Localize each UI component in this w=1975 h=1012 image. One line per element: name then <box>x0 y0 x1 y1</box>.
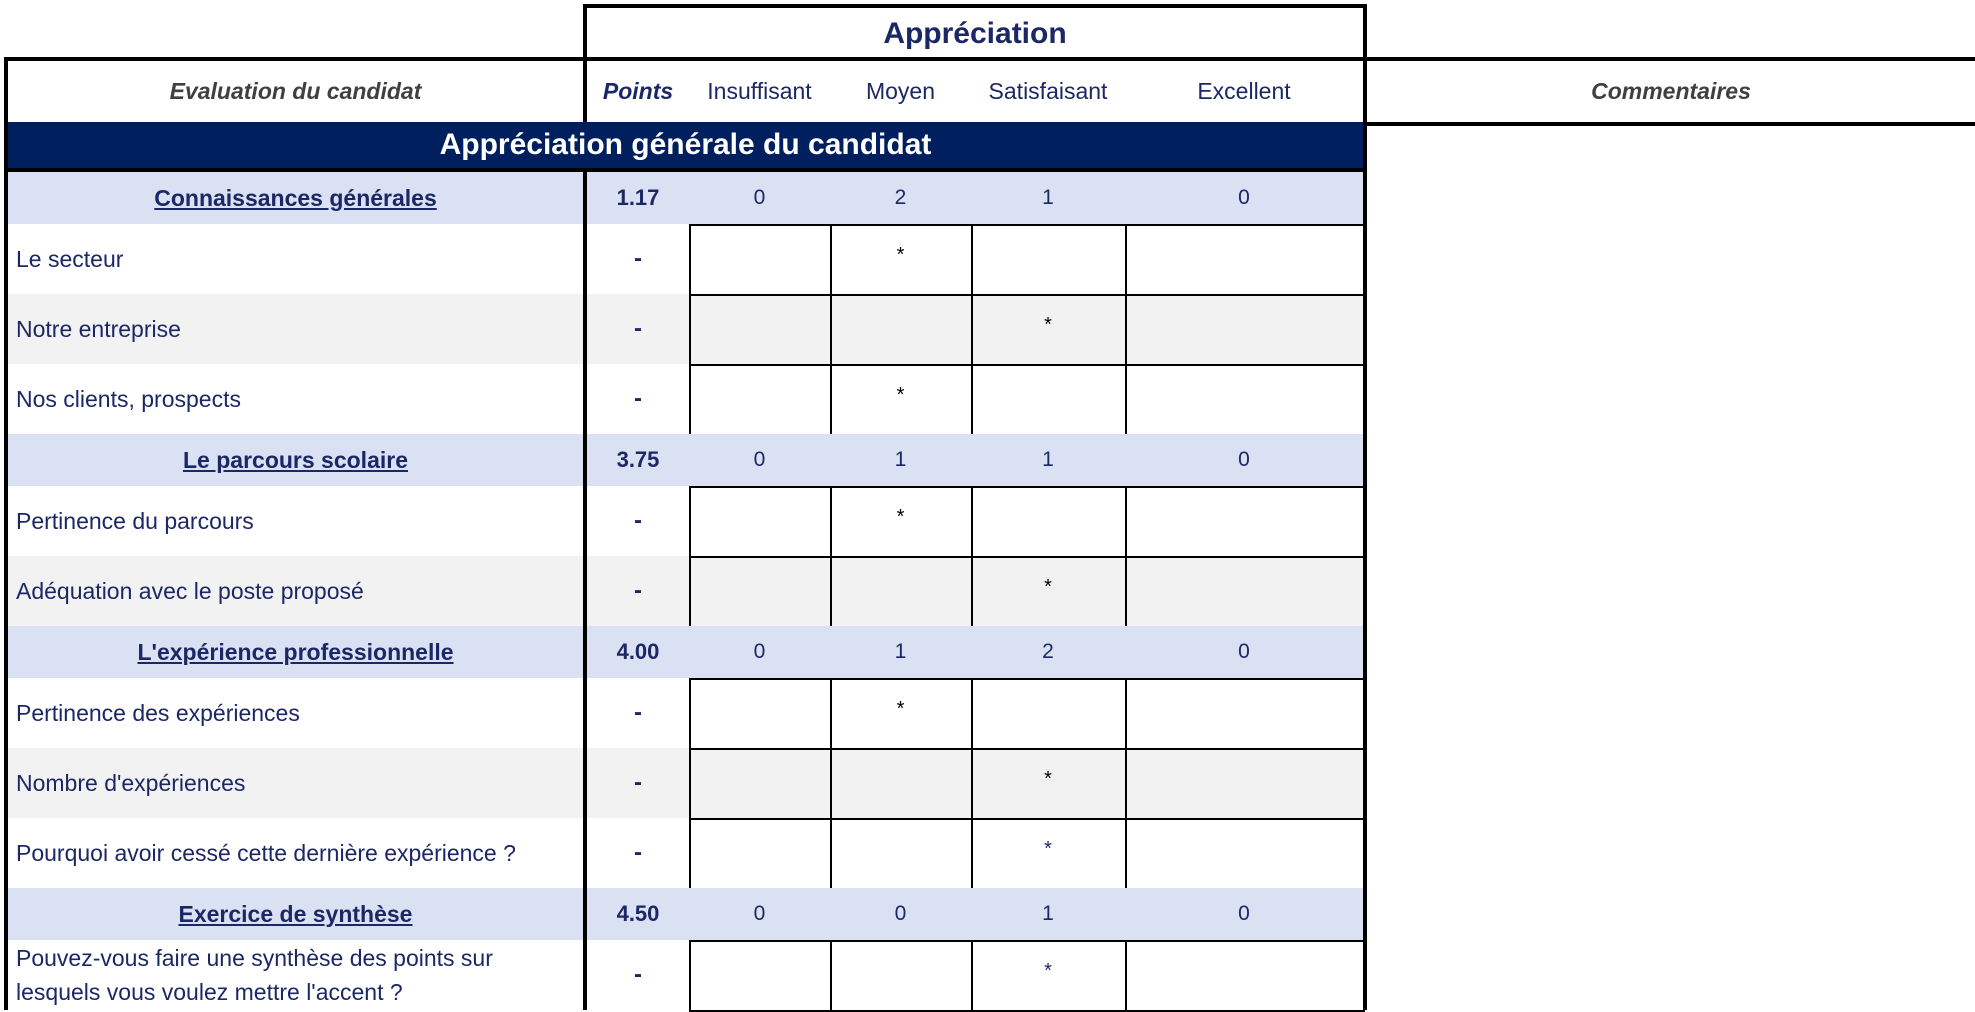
band-title: Appréciation générale du candidat <box>439 128 932 161</box>
criterion-points: - <box>634 839 642 866</box>
criterion-label: Nos clients, prospects <box>16 385 241 412</box>
rating-cell[interactable] <box>689 294 832 366</box>
rating-mark: * <box>896 243 905 266</box>
rating-mark: * <box>896 505 905 528</box>
criterion-label: Nombre d'expériences <box>16 769 246 796</box>
rating-mark: * <box>896 697 905 720</box>
appreciation-header <box>583 4 1367 60</box>
rating-cell[interactable] <box>830 940 973 1012</box>
section-points: 4.50 <box>616 901 660 926</box>
section-label: L'expérience professionnelle <box>137 638 454 665</box>
rating-cell[interactable] <box>689 224 832 296</box>
rating-cell[interactable] <box>689 818 832 890</box>
section-count: 1 <box>1042 448 1054 471</box>
header-commentaires: Commentaires <box>1591 78 1751 104</box>
section-count: 0 <box>1238 448 1250 471</box>
criterion-points: - <box>634 507 642 534</box>
rating-cell[interactable] <box>830 818 973 890</box>
points-left-border <box>583 172 587 1010</box>
rating-cell[interactable] <box>971 486 1127 558</box>
criterion-points: - <box>634 315 642 342</box>
rating-cell[interactable] <box>1125 678 1365 750</box>
criterion-points: - <box>634 699 642 726</box>
criterion-points: - <box>634 577 642 604</box>
appreciation-title: Appréciation <box>883 17 1067 50</box>
general-appreciation-band <box>4 122 1367 172</box>
header-moyen: Moyen <box>865 78 936 104</box>
rating-cell[interactable] <box>689 748 832 820</box>
criterion-points: - <box>634 245 642 272</box>
criterion-label: Notre entreprise <box>16 315 181 342</box>
section-count: 0 <box>1238 640 1250 663</box>
rating-cell[interactable] <box>1125 748 1365 820</box>
rating-mark: * <box>1044 313 1052 336</box>
criterion-label: Pouvez-vous faire une synthèse des points sur lesquels vous voulez mettre l'accent ? <box>16 945 493 1005</box>
header-insuffisant: Insuffisant <box>707 78 812 104</box>
left-border <box>4 172 8 1010</box>
section-count: 0 <box>753 640 766 663</box>
rating-cell[interactable] <box>1125 556 1365 628</box>
section-count: 0 <box>753 902 766 925</box>
header-evaluation: Evaluation du candidat <box>169 78 422 104</box>
header-points: Points <box>602 78 674 104</box>
rating-mark: * <box>1044 575 1052 598</box>
rating-cell[interactable] <box>971 224 1127 296</box>
section-points: 4.00 <box>616 639 660 664</box>
criterion-points: - <box>634 769 642 796</box>
rating-cell[interactable] <box>1125 224 1365 296</box>
criterion-points: - <box>634 961 642 988</box>
section-label: Connaissances générales <box>154 184 437 211</box>
rating-cell[interactable] <box>689 486 832 558</box>
rating-cell[interactable] <box>830 556 973 628</box>
rating-cell[interactable] <box>689 678 832 750</box>
criterion-label: Adéquation avec le poste proposé <box>16 577 364 604</box>
rating-mark: * <box>1044 959 1052 982</box>
header-satisfaisant: Satisfaisant <box>988 78 1108 104</box>
section-count: 0 <box>1238 186 1250 209</box>
rating-mark: * <box>896 383 905 406</box>
rating-cell[interactable] <box>971 678 1127 750</box>
rating-cell[interactable] <box>1125 818 1365 890</box>
section-count: 0 <box>1238 902 1250 925</box>
criterion-points: - <box>634 385 642 412</box>
criterion-label: Pertinence du parcours <box>16 507 254 534</box>
rating-cell[interactable] <box>689 556 832 628</box>
rating-cell[interactable] <box>830 748 973 820</box>
section-points: 1.17 <box>616 185 660 210</box>
section-label: Le parcours scolaire <box>183 446 408 473</box>
section-count: 1 <box>1042 902 1054 925</box>
criterion-label: Pertinence des expériences <box>16 699 300 726</box>
rating-cell[interactable] <box>830 294 973 366</box>
section-count: 0 <box>894 902 907 925</box>
section-count: 1 <box>894 448 907 471</box>
criterion-label: Le secteur <box>16 245 124 272</box>
rating-mark: * <box>1044 767 1052 790</box>
section-count: 1 <box>1042 186 1054 209</box>
rating-cell[interactable] <box>1125 486 1365 558</box>
criterion-label: Pourquoi avoir cessé cette dernière expérience ? <box>16 839 516 866</box>
rating-cell[interactable] <box>1125 940 1365 1012</box>
rating-mark: * <box>1044 837 1052 860</box>
section-points: 3.75 <box>616 447 660 472</box>
section-count: 2 <box>894 186 907 209</box>
rating-cell[interactable] <box>689 940 832 1012</box>
section-label: Exercice de synthèse <box>178 900 413 927</box>
header-excellent: Excellent <box>1197 78 1291 104</box>
section-count: 0 <box>753 186 766 209</box>
rating-cell[interactable] <box>689 364 832 436</box>
section-count: 2 <box>1042 640 1054 663</box>
rating-cell[interactable] <box>971 364 1127 436</box>
rating-cell[interactable] <box>1125 294 1365 366</box>
rating-cell[interactable] <box>1125 364 1365 436</box>
section-count: 1 <box>894 640 907 663</box>
section-count: 0 <box>753 448 766 471</box>
right-border <box>1363 172 1367 1010</box>
